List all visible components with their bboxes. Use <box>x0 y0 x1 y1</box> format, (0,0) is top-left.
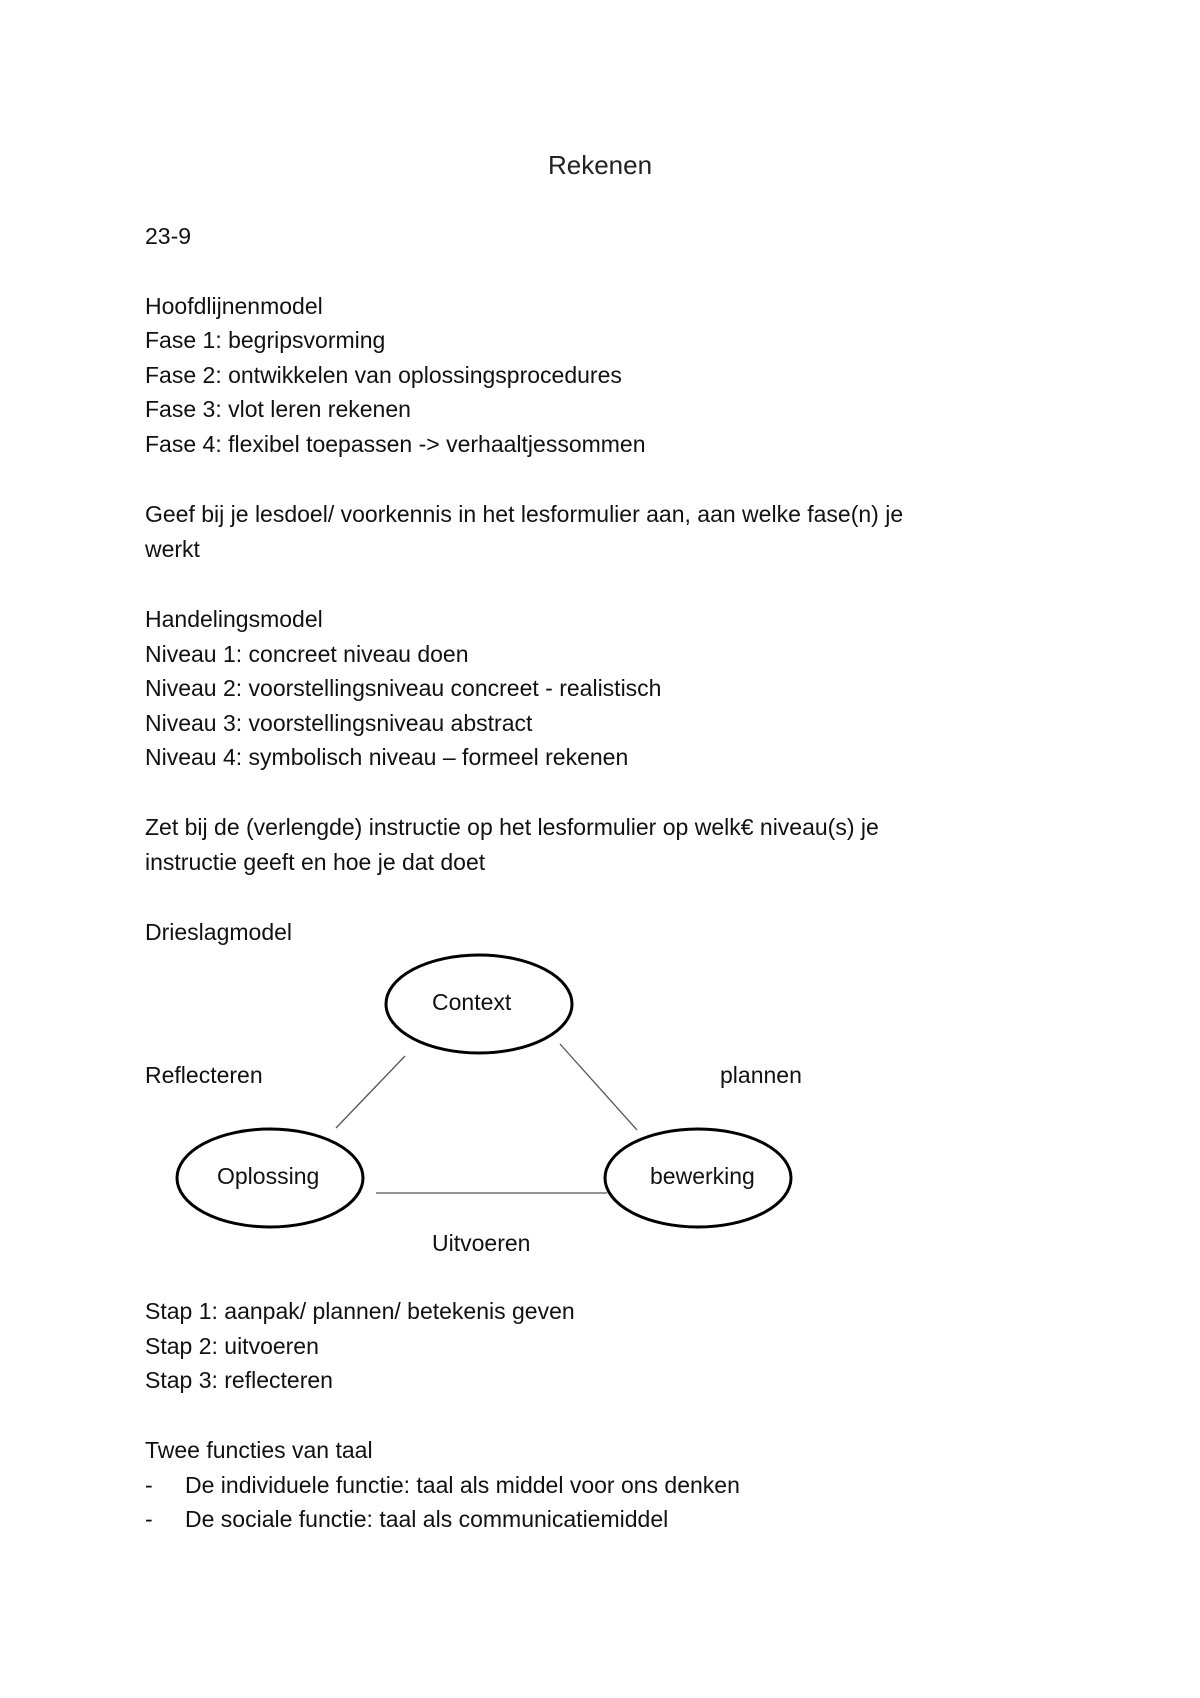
note-fase-line1: Geef bij je lesdoel/ voorkennis in het lesformulier aan, aan welke fase(n) je <box>145 501 904 527</box>
plannen-label: plannen <box>720 1062 802 1088</box>
hoofdlijnen-item: Fase 3: vlot leren rekenen <box>145 396 411 422</box>
plannen-edge <box>560 1044 637 1130</box>
note-niveau-line1: Zet bij de (verlengde) instructie op het lesformulier op welk€ niveau(s) je <box>145 814 879 840</box>
note-fase-line2: werkt <box>145 536 200 562</box>
note-niveau-line2: instructie geeft en hoe je dat doet <box>145 849 486 875</box>
taal-heading: Twee functies van taal <box>145 1437 373 1463</box>
stap-item: Stap 1: aanpak/ plannen/ betekenis geven <box>145 1298 575 1324</box>
bullet-dash: - <box>145 1472 153 1498</box>
page-title: Rekenen <box>547 150 653 180</box>
reflecteren-edge <box>336 1056 405 1128</box>
bullet-dash: - <box>145 1506 153 1532</box>
handelings-item: Niveau 2: voorstellingsniveau concreet - realistisch <box>145 675 662 701</box>
hoofdlijnen-item: Fase 4: flexibel toepassen -> verhaaltjessommen <box>145 431 646 457</box>
date: 23-9 <box>145 223 192 249</box>
handelings-heading: Handelingsmodel <box>145 606 323 632</box>
oplossing-label: Oplossing <box>217 1163 320 1189</box>
hoofdlijnen-item: Fase 1: begripsvorming <box>145 327 386 353</box>
handelings-item: Niveau 3: voorstellingsniveau abstract <box>145 710 533 736</box>
stap-item: Stap 2: uitvoeren <box>145 1333 319 1359</box>
bewerking-label: bewerking <box>650 1163 755 1189</box>
uitvoeren-label: Uitvoeren <box>432 1230 531 1256</box>
taal-list-item <box>145 1471 740 1499</box>
taal-list-item <box>145 1505 668 1533</box>
taal-item-text: De sociale functie: taal als communicatiemiddel <box>185 1506 669 1532</box>
stap-item: Stap 3: reflecteren <box>145 1367 333 1393</box>
hoofdlijnen-item: Fase 2: ontwikkelen van oplossingsprocedures <box>145 362 622 388</box>
handelings-item: Niveau 1: concreet niveau doen <box>145 641 469 667</box>
taal-item-text: De individuele functie: taal als middel voor ons denken <box>185 1472 740 1498</box>
hoofdlijnen-heading: Hoofdlijnenmodel <box>145 293 323 319</box>
handelings-item: Niveau 4: symbolisch niveau – formeel rekenen <box>145 744 629 770</box>
reflecteren-label: Reflecteren <box>145 1062 263 1088</box>
context-label: Context <box>432 989 512 1015</box>
drieslag-heading: Drieslagmodel <box>145 919 293 945</box>
